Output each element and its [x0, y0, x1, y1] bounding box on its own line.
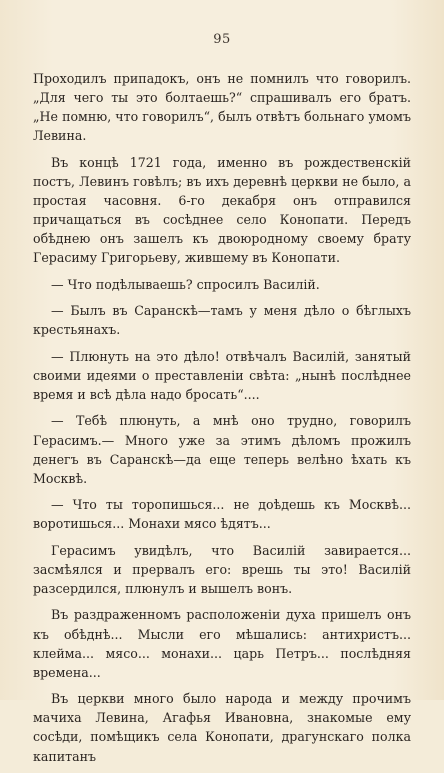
paragraph: — Былъ въ Саранскѣ—тамъ у меня дѣло о бѣглыхъ крестьянахъ. — [33, 303, 411, 338]
paragraph: Въ раздраженномъ расположеніи духа пришелъ онъ къ обѣднѣ... Мысли его мѣшались: антихристъ... клейма... мясо... монахи... царь Петръ... послѣдняя времена... — [33, 607, 411, 680]
paragraph: Въ церкви много было народа и между прочимъ мачиха Левина, Агафья Ивановна, знакомые ему сосѣди, помѣщикъ села Конопати, драгунскаго полка капитанъ — [33, 691, 411, 764]
page-body — [33, 69, 411, 773]
paragraph: — Что ты торопишься... не доѣдешь къ Москвѣ... воротишься... Монахи мясо ѣдятъ... — [33, 497, 411, 532]
paragraph: Герасимъ увидѣлъ, что Василій завирается... засмѣялся и прервалъ его: врешь ты это! Василій разсердился, плюнулъ и вышелъ вонъ. — [33, 542, 411, 596]
paragraph: — Что подѣлываешь? спросилъ Василій. — [51, 276, 320, 292]
paragraph: Проходилъ припадокъ, онъ не помнилъ что говорилъ. „Для чего ты это болтаешь?“ спрашивалъ его братъ. „Не помню, что говорилъ“, былъ отвѣтъ больнаго умомъ Левина. — [33, 71, 411, 144]
paragraph: Въ концѣ 1721 года, именно въ рождественскій постъ, Левинъ говѣлъ; въ ихъ деревнѣ церкви не было, а простая часовня. 6-го декабря онъ отправился причащаться въ сосѣднее село Конопати. Передъ обѣднею онъ зашелъ къ двоюродному своему брату Герасиму Григорьеву, жившему въ Конопати. — [33, 154, 411, 266]
paragraph: — Тебѣ плюнуть, а мнѣ оно трудно, говорилъ Герасимъ.— Много уже за этимъ дѣломъ прожилъ денегъ въ Саранскѣ—да еще теперь велѣно ѣхать къ Москвѣ. — [33, 413, 411, 486]
page-number: 95 — [213, 32, 231, 47]
paragraph: — Плюнуть на это дѣло! отвѣчалъ Василій, занятый своими идеями о преставленіи свѣта: „нынѣ послѣднее время и всѣ дѣла надо бросать“.... — [33, 348, 411, 402]
